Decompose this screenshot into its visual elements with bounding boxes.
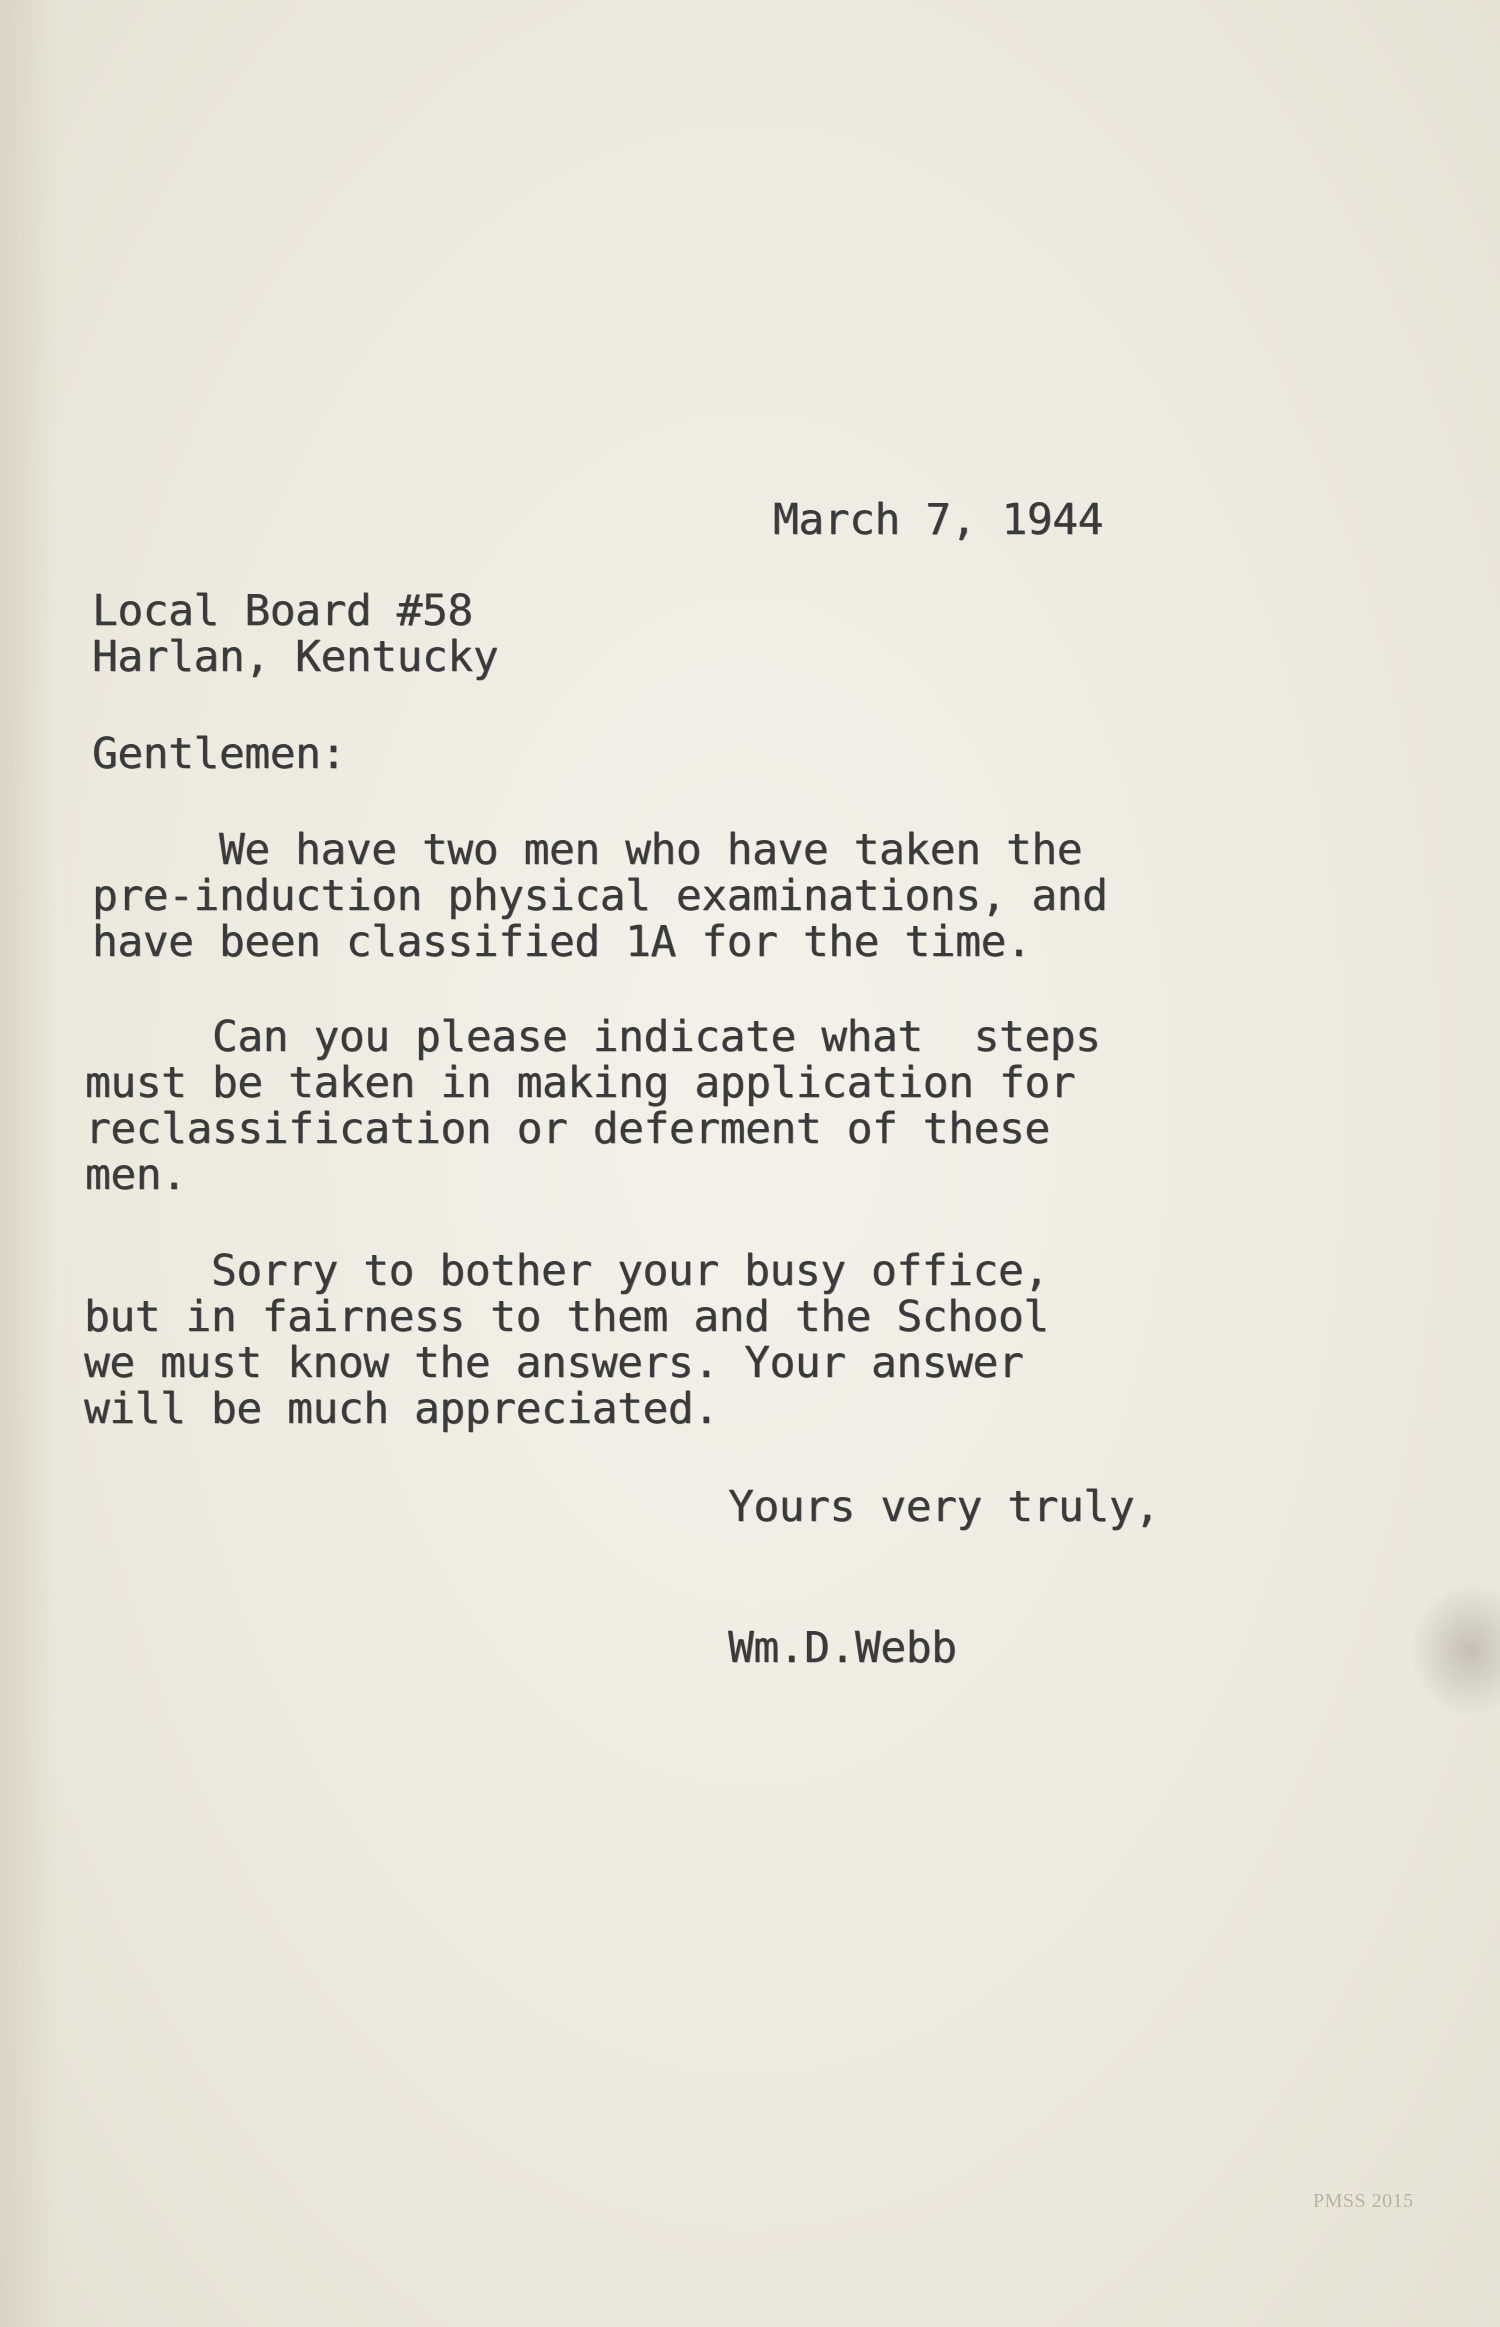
archive-stamp: PMSS 2015 — [1313, 2190, 1414, 2212]
recipient-line: Harlan, Kentucky — [92, 632, 499, 682]
paragraph-line: have been classified 1A for the time. — [92, 917, 1032, 967]
paragraph-line: We have two men who have taken the — [92, 825, 1083, 875]
body-paragraph — [84, 1248, 1049, 1432]
paragraph-line: Sorry to bother your busy office, — [84, 1246, 1049, 1296]
body-paragraph — [92, 827, 1108, 965]
paragraph-line: men. — [85, 1150, 187, 1200]
recipient-address — [92, 588, 498, 680]
paragraph-line: pre-induction physical examinations, and — [92, 871, 1108, 921]
complimentary-close: Yours very truly, — [728, 1482, 1160, 1532]
paragraph-line: we must know the answers. Your answer — [84, 1338, 1024, 1388]
paragraph-line: will be much appreciated. — [84, 1384, 719, 1434]
paragraph-line: but in fairness to them and the School — [84, 1292, 1049, 1342]
paragraph-line: must be taken in making application for — [85, 1058, 1076, 1108]
salutation: Gentlemen: — [92, 729, 346, 779]
paragraph-line: reclassification or deferment of these — [85, 1104, 1050, 1154]
body-paragraph — [85, 1014, 1101, 1198]
letter-date: March 7, 1944 — [773, 495, 1104, 545]
paragraph-line: Can you please indicate what steps — [85, 1012, 1101, 1062]
recipient-line: Local Board #58 — [92, 586, 473, 636]
signature-line: Wm.D.Webb — [728, 1623, 957, 1673]
